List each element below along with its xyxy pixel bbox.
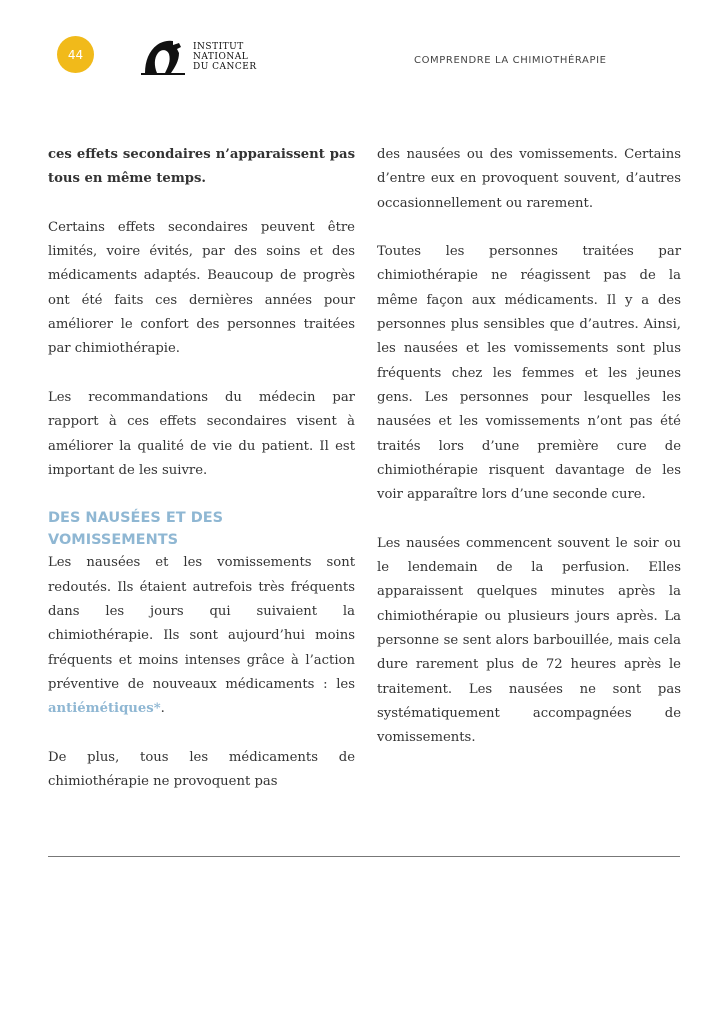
logo-line: DU CANCER (193, 62, 257, 72)
paragraph: Les nausées commencent souvent le soir ou le lendemain de la perfusion. Elles apparaissent quelques minutes après la chimiothérapie ou plusieurs jours après. La personne se sent alors barbouillée, mais cela dure rarement plus de 72 heures après le traitement. Les nausées ne sont pas systématiquement accompagnées de vomissements. (377, 535, 681, 746)
logo-line: NATIONAL (193, 52, 249, 62)
lead-paragraph: ces effets secondaires n’apparaissent pas tous en même temps. (48, 147, 355, 187)
page-number: 44 (67, 47, 84, 62)
left-column (48, 143, 355, 794)
paragraph: Certains effets secondaires peuvent être limités, voire évités, par des soins et des médicaments adaptés. Beaucoup de progrès ont été faits ces dernières années pour améliorer le confort des personnes traitées par chimiothérapie. (48, 219, 355, 357)
logo-text (193, 42, 257, 72)
page-number-badge (57, 36, 94, 73)
logo-line: INSTITUT (193, 42, 244, 52)
right-column (377, 143, 681, 750)
running-header-title: COMPRENDRE LA CHIMIOTHÉRAPIE (414, 55, 607, 66)
paragraph-antiemetiques (48, 551, 355, 721)
footer-divider (48, 856, 680, 857)
paragraph-text: Les nausées et les vomissements sont redoutés. Ils étaient autrefois très fréquents dans les jours qui suivaient la chimiothérapie. Ils sont aujourd’hui moins fréquents et moins intenses grâce à l’action préventive de nouveaux médicaments : les (48, 555, 355, 692)
paragraph: Les recommandations du médecin par rapport à ces effets secondaires visent à améliorer la qualité de vie du patient. Il est important de les suivre. (48, 389, 355, 478)
paragraph: des nausées ou des vomissements. Certains d’entre eux en provoquent souvent, d’autres occasionnellement ou rarement. (377, 147, 681, 211)
logo-emblem-icon (141, 37, 187, 77)
section-heading: DES NAUSÉES ET DES VOMISSEMENTS (48, 510, 224, 549)
paragraph-text: . (160, 701, 165, 717)
glossary-term-link[interactable]: antiémétiques* (48, 701, 161, 717)
institut-national-du-cancer-logo (141, 37, 257, 77)
paragraph: De plus, tous les médicaments de chimiothérapie ne provoquent pas (48, 749, 355, 790)
paragraph: Toutes les personnes traitées par chimiothérapie ne réagissent pas de la même façon aux médicaments. Il y a des personnes plus sensibles que d’autres. Ainsi, les nausées et les vomissements sont plus fréquents chez les femmes et les jeunes gens. Les personnes pour lesquelles les nausées et les vomissements n’ont pas été traités lors d’une première cure de chimiothérapie risquent davantage de les voir apparaître lors d’une seconde cure. (377, 244, 681, 503)
